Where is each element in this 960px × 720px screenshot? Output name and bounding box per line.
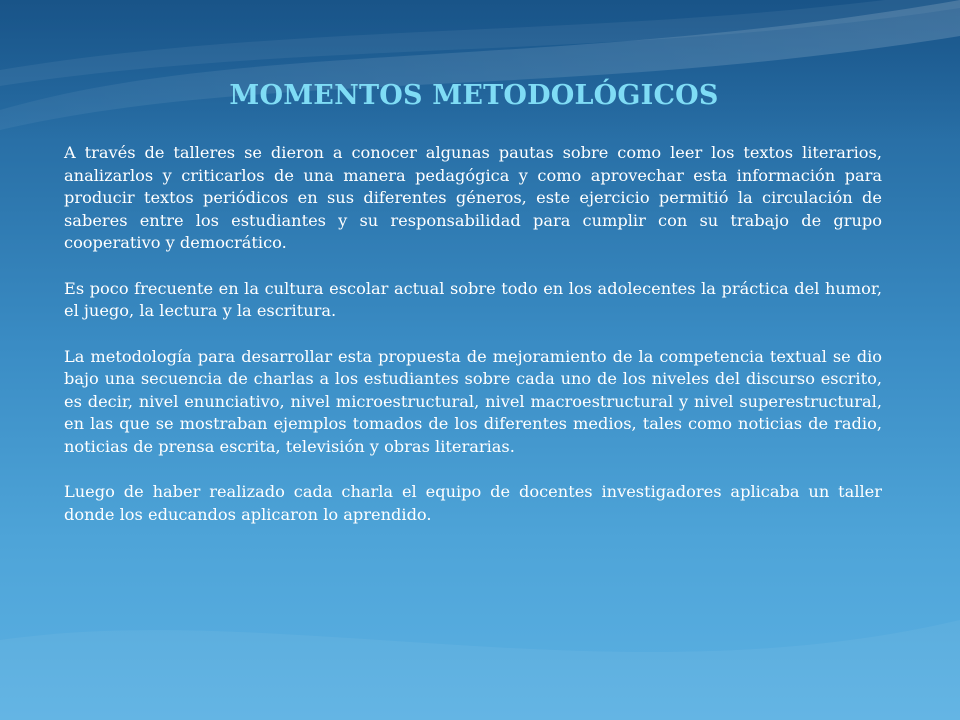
- slide-body: [64, 142, 882, 549]
- paragraph-talleres: A través de talleres se dieron a conocer algunas pautas sobre como leer los textos literarios, analizarlos y criticarlos de una manera pedagógica y como aprovechar esta información para producir textos periódicos en sus diferentes géneros, este ejercicio permitió la circulación de saberes entre los estudiantes y su responsabilidad para cumplir con su trabajo de grupo cooperativo y democrático.: [64, 143, 882, 252]
- paragraph-metodologia: La metodología para desarrollar esta propuesta de mejoramiento de la competencia textual se dio bajo una secuencia de charlas a los estudiantes sobre cada uno de los niveles del discurso escrito, es decir, nivel enunciativo, nivel microestructural, nivel macroestructural y nivel superestructural, en las que se mostraban ejemplos tomados de los diferentes medios, tales como noticias de radio, noticias de prensa escrita, televisión y obras literarias.: [64, 346, 882, 456]
- paragraph-cultura-escolar: Es poco frecuente en la cultura escolar actual sobre todo en los adolecentes la práctica del humor, el juego, la lectura y la escritura.: [64, 278, 882, 320]
- paragraph-charla-taller: Luego de haber realizado cada charla el equipo de docentes investigadores aplicaba un taller donde los educandos aplicaron lo aprendido.: [64, 482, 882, 524]
- slide-title: MOMENTOS METODOLÓGICOS: [229, 80, 719, 111]
